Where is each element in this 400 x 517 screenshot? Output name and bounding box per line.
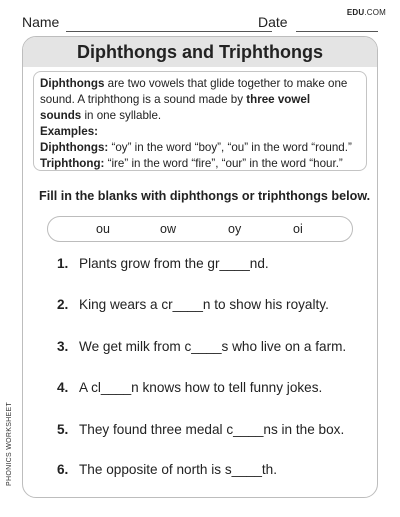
question-2 [57, 297, 329, 312]
question-number: 1. [57, 256, 69, 271]
examples-heading [40, 124, 360, 140]
question-6 [57, 462, 277, 477]
definition-box [33, 71, 367, 171]
instruction-text: Fill in the blanks with diphthongs or triphthongs below. [39, 189, 371, 203]
question-number: 4. [57, 380, 69, 395]
definition-line-1 [40, 76, 360, 92]
question-5 [57, 422, 344, 437]
definition-bold-text: sounds [40, 109, 82, 122]
date-field-line [296, 31, 378, 32]
title-bar [23, 37, 377, 67]
definition-line-2 [40, 92, 360, 108]
worksheet-card [22, 36, 378, 498]
triphthong-example-text: “ire” in the word “fire”, “our” in the word “hour.” [104, 157, 343, 170]
word-bank [47, 216, 353, 242]
name-label: Name [22, 14, 60, 30]
word-bank-item: ow [160, 222, 176, 236]
site-logo [347, 8, 386, 17]
definition-text: are two vowels that glide together to make one [104, 77, 348, 90]
triphthong-example-label: Triphthong: [40, 157, 105, 170]
diphthongs-term: Diphthongs [40, 77, 105, 90]
diphthong-example-label: Diphthongs: [40, 141, 109, 154]
name-field-line [66, 31, 272, 32]
word-bank-item: ou [96, 222, 110, 236]
question-text: Plants grow from the gr____nd. [79, 256, 269, 271]
side-label: PHONICS WORKSHEET [6, 401, 13, 486]
question-text: The opposite of north is s____th. [79, 462, 277, 477]
page-title: Diphthongs and Triphthongs [77, 42, 323, 62]
question-number: 2. [57, 297, 69, 312]
date-label: Date [258, 14, 288, 30]
question-3 [57, 339, 346, 354]
diphthong-example [40, 140, 360, 156]
question-number: 5. [57, 422, 69, 437]
definition-bold-text: three vowel [246, 93, 311, 106]
triphthong-example [40, 156, 360, 172]
question-4 [57, 380, 322, 395]
word-bank-item: oy [228, 222, 242, 236]
question-text: King wears a cr____n to show his royalty. [79, 297, 329, 312]
question-text: A cl____n knows how to tell funny jokes. [79, 380, 323, 395]
question-text: They found three medal c____ns in the box. [79, 422, 345, 437]
logo-suffix: .COM [364, 8, 386, 17]
examples-label: Examples: [40, 125, 98, 138]
definition-text: in one syllable. [81, 109, 162, 122]
logo-brand: EDU [346, 8, 365, 17]
word-bank-item: oi [293, 222, 303, 236]
header [22, 14, 378, 34]
question-number: 3. [57, 339, 69, 354]
definition-text: sound. A triphthong is a sound made by [40, 93, 247, 106]
question-number: 6. [57, 462, 69, 477]
question-1 [57, 256, 269, 271]
definition-line-3 [40, 108, 360, 124]
question-text: We get milk from c____s who live on a farm. [79, 339, 347, 354]
diphthong-example-text: “oy” in the word “boy”, “ou” in the word “round.” [108, 141, 352, 154]
